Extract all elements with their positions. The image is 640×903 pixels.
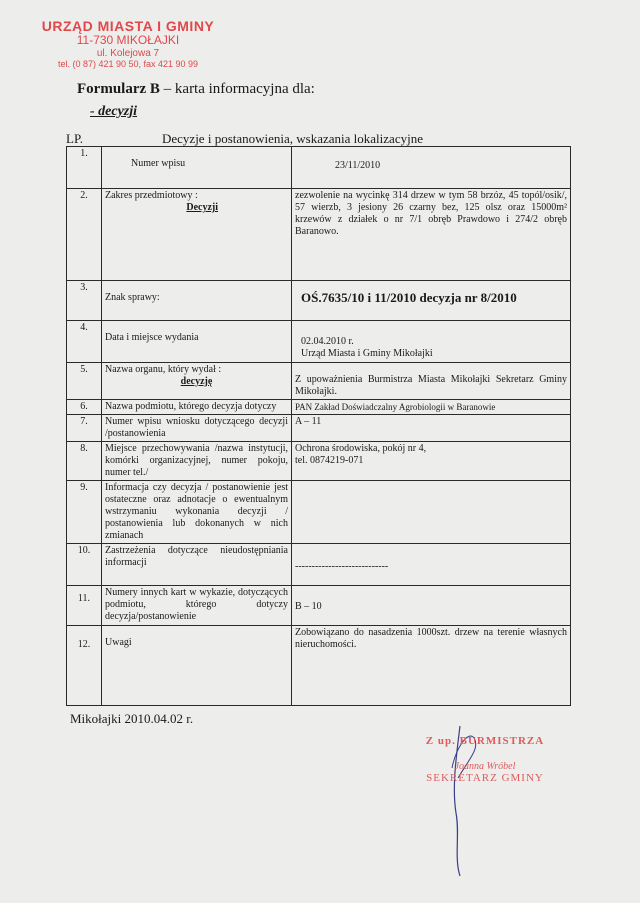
row-number: 5.	[67, 363, 102, 400]
table-row	[67, 626, 571, 706]
row-label-text: Numer wpisu	[131, 158, 186, 169]
table-heading	[66, 131, 571, 147]
row-label: Miejsce przechowywania /nazwa instytucji, komórki organizacyjnej, numer pokoju, numer tel./	[102, 442, 292, 481]
row-label-text: Data i miejsce wydania	[105, 332, 199, 343]
row-label	[102, 321, 292, 363]
row-value	[292, 147, 571, 189]
row-number: 1.	[67, 147, 102, 189]
row-value: zezwolenie na wycinkę 314 drzew w tym 58 brzóz, 45 topól/osik/, 57 wierzb, 3 jesiony 26 czarny bez, 125 olsz oraz 15000m² krzewów z działek o nr 7/1 obręb Prawdowo i 274/2 obręb Baranowo.	[292, 189, 571, 281]
row-value: Zobowiązano do nasadzenia 1000szt. drzew na terenie własnych nieruchomości.	[292, 626, 571, 706]
row-value	[292, 586, 571, 626]
row-number	[67, 586, 102, 626]
form-title-rest: – karta informacyjna dla:	[159, 81, 315, 97]
footer-date: Mikołajki 2010.04.02 r.	[70, 711, 194, 726]
table-row	[67, 586, 571, 626]
table-row	[67, 415, 571, 442]
row-label	[102, 626, 292, 706]
row-label: Numery innych kart w wykazie, dotyczących podmiotu, którego dotyczy decyzja/postanowienie	[102, 586, 292, 626]
row-label	[102, 363, 292, 400]
row-value-text: Ochrona środowiska, pokój nr 4,	[295, 443, 427, 454]
row-value-text: OŚ.7635/10 i 11/2010 decyzja nr 8/2010	[301, 290, 517, 305]
row-number	[67, 626, 102, 706]
row-label: Informacja czy decyzja / postanowienie jest ostateczne oraz adnotacje o ewentualnym wstrzymaniu wykonania decyzji / postanowienia lub dokonanych w nich zmianach	[102, 481, 292, 544]
signature-stamp-line-1: Z up. BURMISTRZA	[425, 735, 545, 747]
stamp-line-4: tel. (0 87) 421 90 50, fax 421 90 99	[57, 59, 199, 70]
row-number: 2.	[67, 189, 102, 281]
signature-stamp-line-3: SEKRETARZ GMINY	[426, 772, 544, 784]
row-number: 9.	[67, 481, 102, 544]
table-row	[67, 544, 571, 586]
table-row	[67, 321, 571, 363]
row-number-text: 11.	[77, 593, 91, 604]
row-value-text: 23/11/2010	[335, 160, 381, 171]
row-label: Nazwa podmiotu, którego decyzja dotyczy	[102, 400, 292, 415]
table-row	[67, 363, 571, 400]
signature-stamp	[415, 735, 555, 784]
office-stamp	[8, 18, 248, 70]
signature-stamp-line-2: Joanna Wróbel	[454, 761, 516, 772]
table-row	[67, 442, 571, 481]
row-label-text: Nazwa organu, który wydał :	[105, 364, 222, 375]
row-value-text-2: tel. 0874219-071	[295, 455, 364, 466]
row-value	[292, 544, 571, 586]
row-number: 6.	[67, 400, 102, 415]
form-label: Formularz B	[77, 81, 160, 97]
row-value	[292, 321, 571, 363]
form-title	[77, 81, 315, 98]
form-subtitle: - decyzji	[90, 104, 138, 119]
row-number: 7.	[67, 415, 102, 442]
section-heading: Decyzje i postanowienia, wskazania lokalizacyjne	[162, 131, 423, 146]
row-value	[292, 363, 571, 400]
row-value	[292, 442, 571, 481]
row-label-text: Znak sprawy:	[105, 292, 160, 303]
table-row	[67, 147, 571, 189]
row-label	[102, 147, 292, 189]
row-value: A – 11	[292, 415, 571, 442]
row-label-text: Zakres przedmiotowy :	[105, 190, 198, 201]
row-number: 4.	[67, 321, 102, 363]
lp-label: LP.	[66, 131, 83, 146]
row-number: 3.	[67, 281, 102, 321]
row-value: PAN Zakład Doświadczalny Agrobiologii w Baranowie	[292, 400, 571, 415]
info-card-table	[66, 146, 571, 706]
table-row	[67, 281, 571, 321]
stamp-line-1: URZĄD MIASTA I GMINY	[41, 18, 215, 34]
row-number: 10.	[67, 544, 102, 586]
row-label: Numer wpisu wniosku dotyczącego decyzji /postanowienia	[102, 415, 292, 442]
row-value-text: B – 10	[295, 601, 322, 612]
row-value	[292, 281, 571, 321]
row-value-text: 02.04.2010 r.	[301, 336, 354, 347]
row-label-text: Uwagi	[105, 637, 132, 648]
row-value-text: Z upoważnienia Burmistrza Miasta Mikołajki Sekretarz Gminy Mikołajki.	[295, 374, 567, 397]
row-value-text-2: Urząd Miasta i Gminy Mikołajki	[301, 348, 433, 359]
row-label-emphasis: decyzję	[180, 376, 213, 387]
table-row	[67, 189, 571, 281]
row-value	[292, 481, 571, 544]
stamp-line-2: 11-730 MIKOŁAJKI	[76, 33, 180, 48]
row-label	[102, 189, 292, 281]
table-row	[67, 400, 571, 415]
row-label	[102, 281, 292, 321]
row-label-emphasis: Decyzji	[186, 202, 218, 213]
stamp-line-3: ul. Kolejowa 7	[96, 47, 160, 59]
row-label: Zastrzeżenia dotyczące nieudostępniania informacji	[102, 544, 292, 586]
row-number-text: 12.	[77, 639, 91, 650]
table-row	[67, 481, 571, 544]
row-number: 8.	[67, 442, 102, 481]
row-value-text: ----------------------------	[295, 561, 389, 572]
